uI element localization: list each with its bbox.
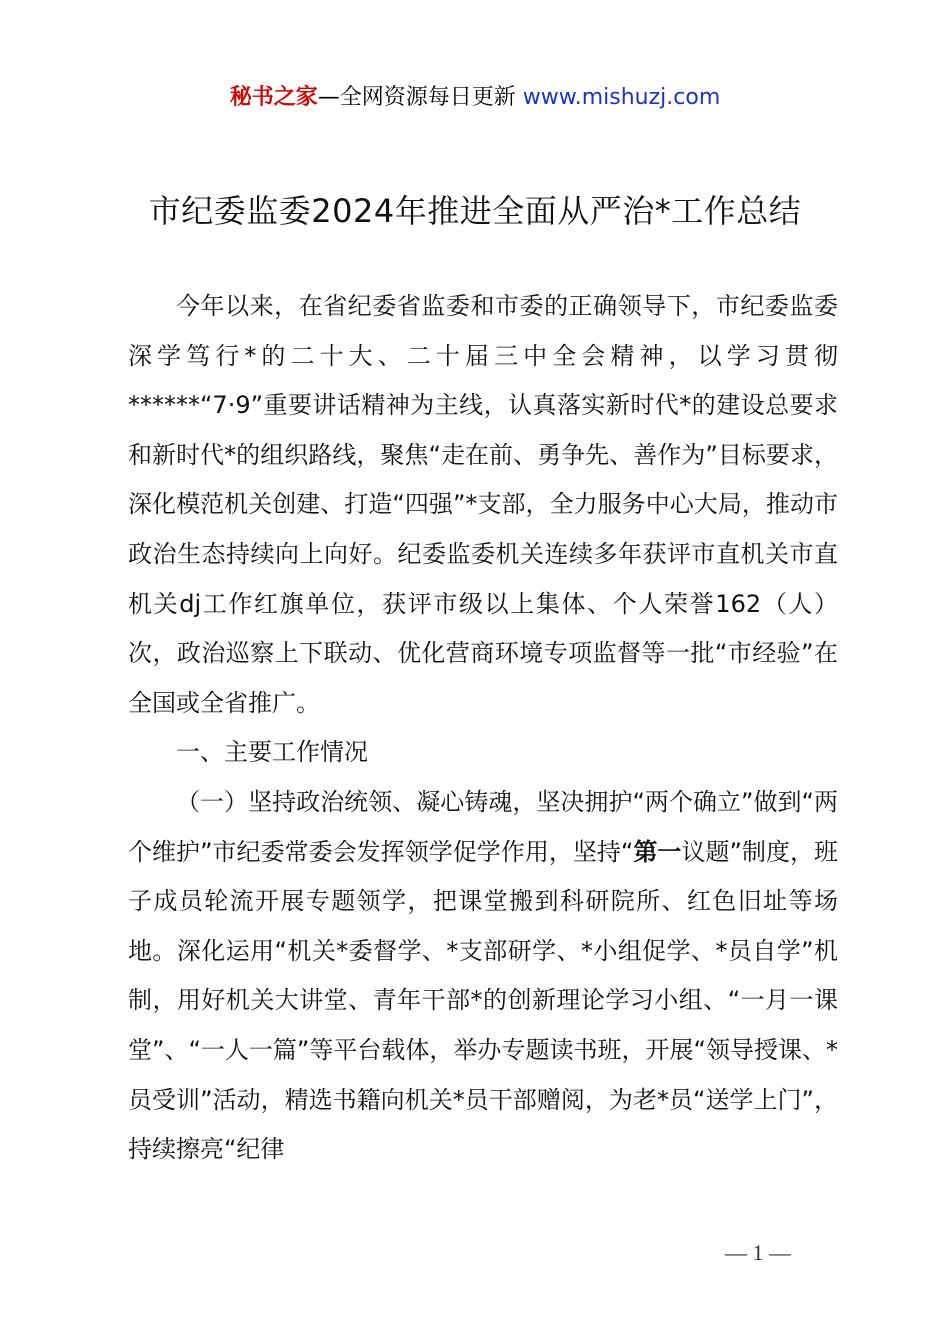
document-body [128,282,838,1175]
subsection-paragraph [128,778,838,1175]
banner-brand[interactable]: 秘书之家 [229,85,318,110]
site-banner [0,80,950,111]
section-heading: 一、主要工作情况 [176,738,368,767]
subsection-text-start: （一）坚持政治统领、凝心铸魂，坚决拥护“两个确立”做到“两个维护”市纪委常委会发挥领学促学作用，坚持“ [128,787,838,866]
page-number: — 1 — [725,1240,791,1265]
document-title: 市纪委监委2024年推进全面从严治*工作总结 [148,192,802,230]
intro-paragraph: 今年以来，在省纪委省监委和市委的正确领导下，市纪委监委深学笃行*的二十大、二十届三中全会精神，以学习贯彻******“7·9”重要讲话精神为主线，认真落实新时代*的建设总要求和新时代*的组织路线，聚焦“走在前、勇争先、善作为”目标要求，深化模范机关创建、打造“四强”*支部，全力服务中心大局，推动市政治生态持续向上向好。纪委监委机关连续多年获评市直机关市直机关dj工作红旗单位，获评市级以上集体、个人荣誉162（人）次，政治巡察上下联动、优化营商环境专项监督等一批“市经验”在全国或全省推广。 [128,292,838,717]
subsection-bold-text: 第一 [633,837,682,866]
subsection-text-end: 议题”制度，班子成员轮流开展专题领学，把课堂搬到科研院所、红色旧址等场地。深化运用“机关*委督学、*支部研学、*小组促学、*员自学”机制，用好机关大讲堂、青年干部*的创新理论学习小组、“一月一课堂”、“一人一篇”等平台载体，举办专题读书班，开展“领导授课、*员受训”活动，精选书籍向机关*员干部赠阅，为老*员“送学上门”，持续擦亮“纪律 [128,837,839,1164]
banner-tagline: —全网资源每日更新 [317,85,516,110]
banner-url[interactable]: www.mishuzj.com [522,85,721,110]
